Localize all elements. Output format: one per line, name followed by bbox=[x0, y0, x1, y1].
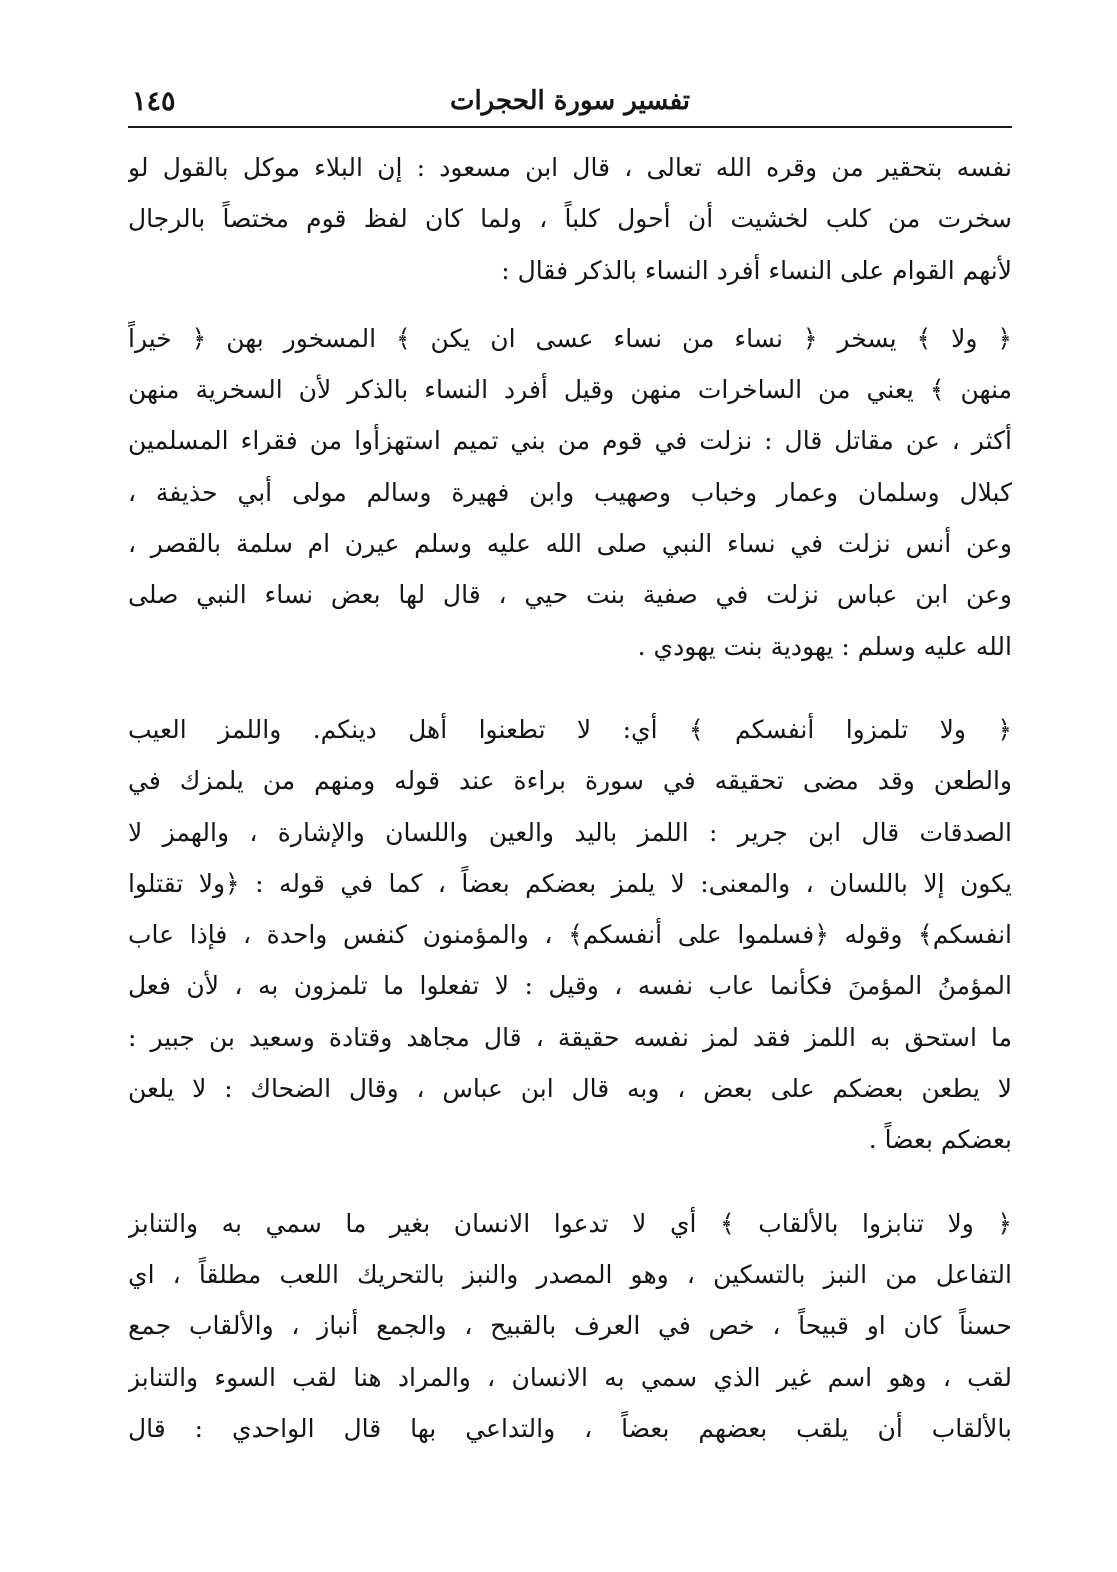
page-number: ١٤٥ bbox=[132, 86, 176, 117]
text-line: بالألقاب أن يلقب بعضهم بعضاً ، والتداعي بها قال الواحدي : قال bbox=[128, 1413, 1012, 1443]
text-line: أكثر ، عن مقاتل قال : نزلت في قوم من بني تميم استهزأوا من فقراء المسلمين bbox=[128, 426, 1012, 456]
text-line: والطعن وقد مضى تحقيقه في سورة براءة عند قوله ومنهم من يلمزك في bbox=[128, 766, 1012, 796]
text-line: بعضكم بعضاً . bbox=[868, 1125, 1012, 1155]
page-header bbox=[128, 78, 1012, 128]
running-title: تفسير سورة الحجرات bbox=[449, 86, 691, 116]
text-line: وعن ابن عباس نزلت في صفية بنت حيي ، قال لها بعض نساء النبي صلى bbox=[128, 580, 1012, 610]
text-line: نفسه بتحقير من وقره الله تعالى ، قال ابن مسعود : إن البلاء موكل بالقول لو bbox=[128, 153, 1012, 182]
paragraph-spacing bbox=[128, 672, 1012, 704]
text-line: انفسكم﴾ وقوله ﴿فسلموا على أنفسكم﴾ ، والمؤمنون كنفس واحدة ، فإذا عاب bbox=[128, 920, 1012, 950]
text-line: وعن أنس نزلت في نساء النبي صلى الله عليه وسلم عيرن ام سلمة بالقصر ، bbox=[128, 529, 1012, 559]
text-line: الصدقات قال ابن جرير : اللمز باليد والعين واللسان والإشارة ، والهمز لا bbox=[128, 817, 1012, 847]
paragraph-2 bbox=[128, 313, 1012, 672]
text-line: سخرت من كلب لخشيت أن أحول كلباً ، ولما كان لفظ قوم مختصاً بالرجال bbox=[128, 204, 1012, 234]
text-line: ﴿ ولا تنابزوا بالألقاب ﴾ أي لا تدعوا الانسان بغير ما سمي به والتنابز bbox=[128, 1208, 1012, 1238]
text-line: كبلال وسلمان وعمار وخباب وصهيب وابن فهيرة وسالم مولى أبي حذيفة ، bbox=[128, 477, 1012, 507]
document-body bbox=[128, 142, 1012, 1454]
text-line: منهن ﴾ يعني من الساخرات منهن وقيل أفرد النساء بالذكر لأن السخرية منهن bbox=[128, 375, 1012, 405]
paragraph-spacing bbox=[128, 1166, 1012, 1198]
text-line: ما استحق به اللمز فقد لمز نفسه حقيقة ، قال مجاهد وقتادة وسعيد بن جبير : bbox=[128, 1022, 1012, 1052]
text-line: لقب ، وهو اسم غير الذي سمي به الانسان ، والمراد هنا لقب السوء والتنابز bbox=[128, 1362, 1012, 1392]
text-line: التفاعل من النبز بالتسكين ، وهو المصدر والنبز بالتحريك اللعب مطلقاً ، اي bbox=[128, 1259, 1012, 1289]
header-divider bbox=[128, 126, 1012, 128]
paragraph-4 bbox=[128, 1198, 1012, 1454]
paragraph-1 bbox=[128, 142, 1012, 296]
text-line: لأنهم القوام على النساء أفرد النساء بالذكر فقال : bbox=[501, 255, 1012, 285]
text-line: حسناً كان او قبيحاً ، خص في العرف بالقبيح ، والجمع أنباز ، والألقاب جمع bbox=[128, 1311, 1012, 1341]
paragraph-3 bbox=[128, 704, 1012, 1166]
text-line: الله عليه وسلم : يهودية بنت يهودي . bbox=[637, 631, 1012, 661]
text-line: ﴿ ولا تلمزوا أنفسكم ﴾ أي: لا تطعنوا أهل دينكم. واللمز العيب bbox=[128, 714, 1012, 744]
text-line: يكون إلا باللسان ، والمعنى: لا يلمز بعضكم بعضاً ، كما في قوله : ﴿ولا تقتلوا bbox=[128, 868, 1012, 898]
text-line: المؤمنُ المؤمنَ فكأنما عاب نفسه ، وقيل : لا تفعلوا ما تلمزون به ، لأن فعل bbox=[128, 971, 1012, 1001]
text-line: ﴿ ولا ﴾ يسخر ﴿ نساء من نساء عسى ان يكن ﴾ المسخور بهن ﴿ خيراً bbox=[128, 323, 1012, 353]
text-line: لا يطعن بعضكم على بعض ، وبه قال ابن عباس ، وقال الضحاك : لا يلعن bbox=[128, 1074, 1012, 1104]
paragraph-spacing bbox=[128, 296, 1012, 313]
